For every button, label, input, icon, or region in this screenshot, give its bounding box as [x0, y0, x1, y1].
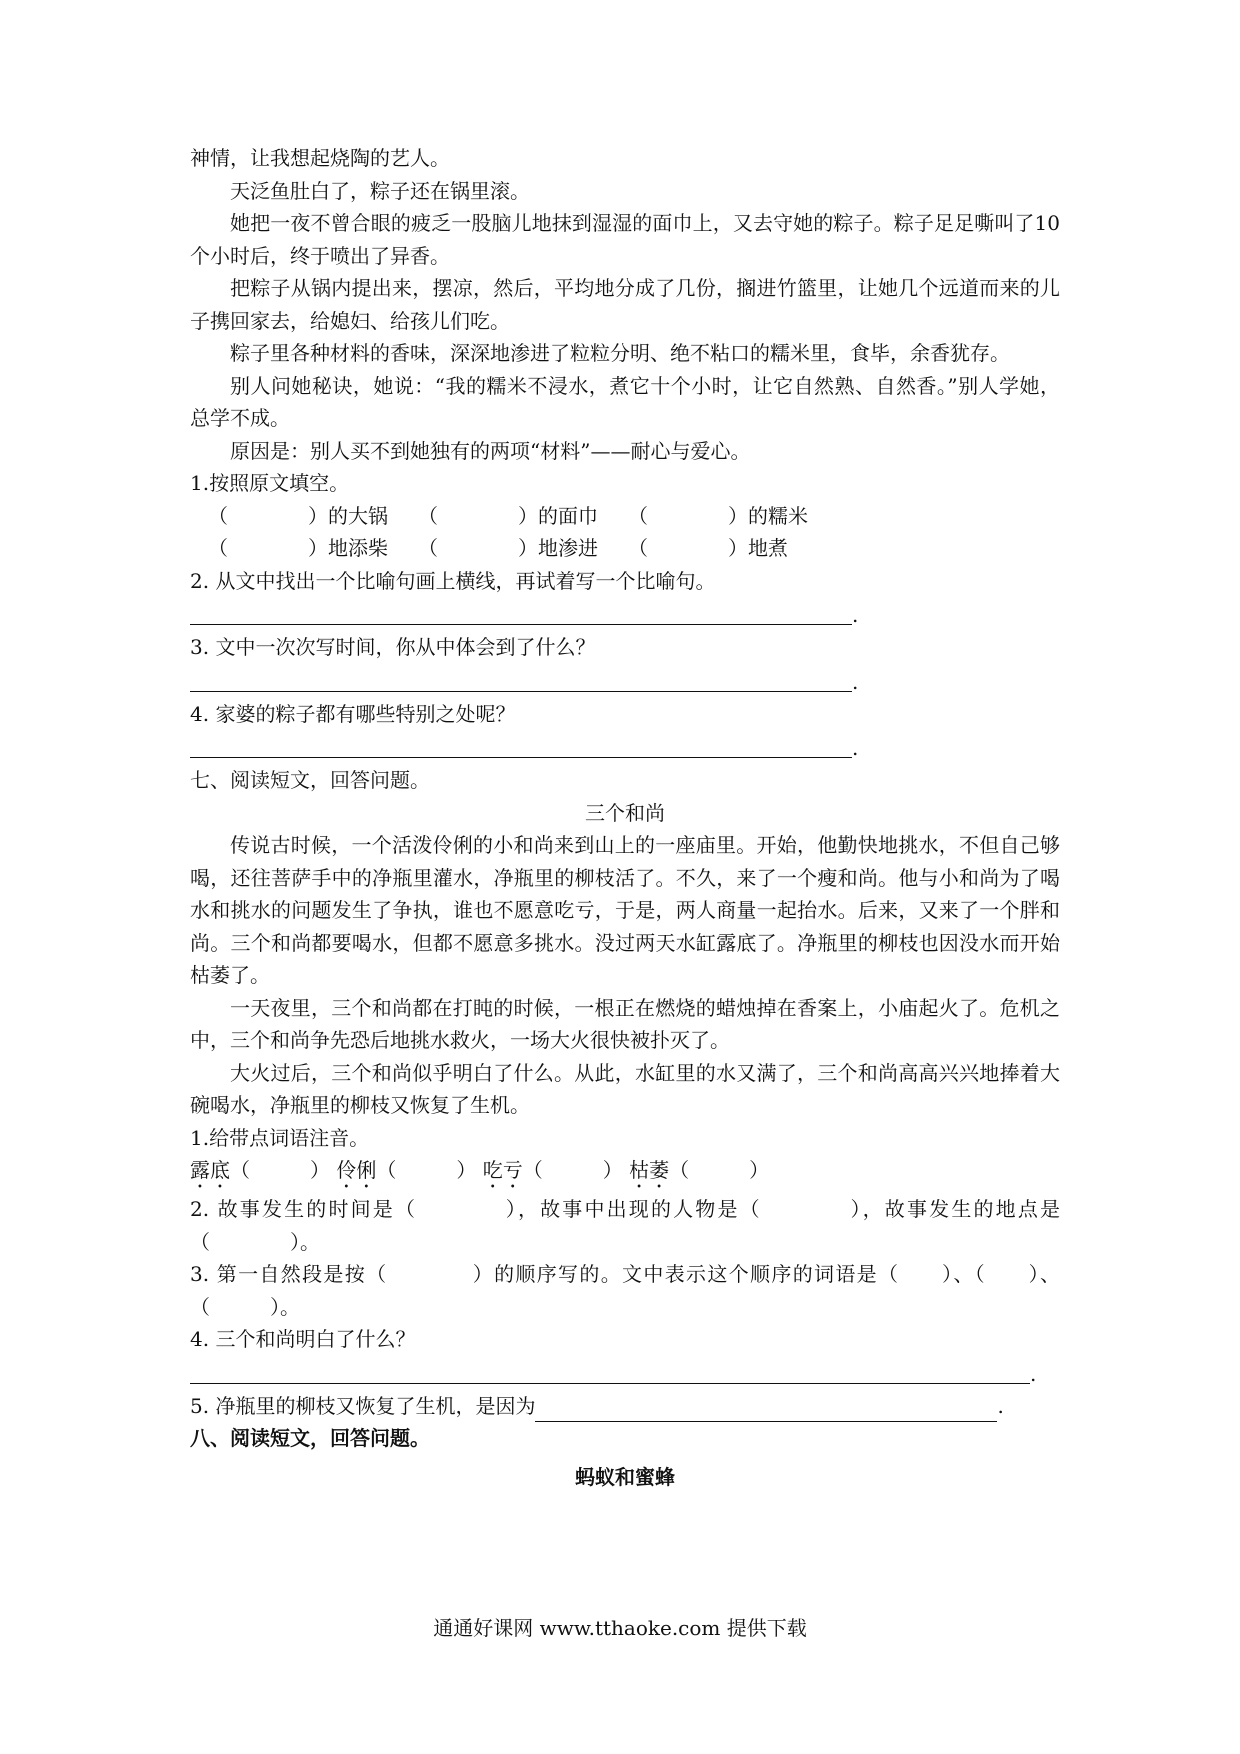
answer-line[interactable]: [535, 1399, 997, 1422]
question-2: 2. 故事发生的时间是（ ），故事中出现的人物是（ ），故事发生的地点是（ ）。: [190, 1197, 1060, 1254]
answer-line[interactable]: .: [190, 730, 1060, 764]
question-3: 3. 第一自然段是按（ ）的顺序写的。文中表示这个顺序的词语是（ ）、（ ）、（ ）。: [190, 1262, 1060, 1319]
section-8-heading: 八、阅读短文，回答问题。: [190, 1426, 430, 1450]
passage-line: 原因是：别人买不到她独有的两项“材料”——耐心与爱心。: [230, 438, 751, 463]
passage-paragraph: 别人问她秘诀，她说：“我的糯米不浸水，煮它十个小时，让它自然熟、自然香。”别人学她，总学不成。: [190, 373, 1060, 430]
page-footer: 通通好课网 www.tthaoke.com 提供下载: [433, 1616, 807, 1640]
question-5: 5. 净瓶里的柳枝又恢复了生机，是因为 .: [190, 1390, 1060, 1423]
question-2: 2. 从文中找出一个比喻句画上横线，再试着写一个比喻句。: [190, 568, 716, 593]
story-paragraph: 大火过后，三个和尚似乎明白了什么。从此，水缸里的水又满了，三个和尚高高兴兴地捧着大碗喝水，净瓶里的柳枝又恢复了生机。: [190, 1060, 1060, 1117]
answer-line[interactable]: .: [190, 597, 1060, 631]
passage-line: 天泛鱼肚白了，粽子还在锅里滚。: [230, 178, 530, 203]
section-7-heading: 七、阅读短文，回答问题。: [190, 768, 430, 792]
document-content: [190, 142, 1060, 1493]
question-4: 4. 三个和尚明白了什么？: [190, 1327, 416, 1351]
question-4: 4. 家婆的粽子都有哪些特别之处呢？: [190, 701, 516, 726]
fill-blank-row-2: （ ）地添柴 （ ）地渗进 （ ）地煮: [208, 536, 788, 560]
story-title: 蚂蚁和蜜蜂: [575, 1464, 675, 1489]
passage-paragraph: 把粽子从锅内提出来，摆凉，然后，平均地分成了几份，搁进竹篮里，让她几个远道而来的儿子携回家去，给媳妇、给孩儿们吃。: [190, 276, 1060, 333]
question-1: 1.给带点词语注音。: [190, 1125, 370, 1150]
dotted-word: 吃亏: [482, 1158, 523, 1182]
answer-line[interactable]: .: [190, 664, 1060, 698]
question-3: 3. 文中一次次写时间，你从中体会到了什么？: [190, 635, 596, 659]
dotted-word: 伶俐: [336, 1158, 377, 1182]
dotted-word: 露底: [190, 1158, 230, 1182]
passage-line: 神情，让我想起烧陶的艺人。: [190, 146, 450, 170]
passage-paragraph: 她把一夜不曾合眼的疲乏一股脑儿地抹到湿湿的面巾上，又去守她的粽子。粽子足足嘶叫了10个小时后，终于喷出了异香。: [190, 211, 1060, 268]
fill-blank-row-1: （ ）的大锅 （ ）的面巾 （ ）的糯米: [208, 503, 808, 528]
question-1: 1.按照原文填空。: [190, 471, 350, 495]
dotted-word: 枯萎: [629, 1158, 670, 1182]
story-paragraph: 传说古时候，一个活泼伶俐的小和尚来到山上的一座庙里。开始，他勤快地挑水，不但自己够喝，还往菩萨手中的净瓶里灌水，净瓶里的柳枝活了。不久，来了一个瘦和尚。他与小和尚为了喝水和挑水的问题发生了争执，谁也不愿意吃亏，于是，两人商量一起抬水。后来，又来了一个胖和尚。三个和尚都要喝水，但都不愿意多挑水。没过两天水缸露底了。净瓶里的柳枝也因没水而开始枯萎了。: [190, 833, 1060, 987]
story-title: 三个和尚: [585, 800, 665, 825]
answer-line[interactable]: .: [190, 1356, 1060, 1390]
phonetic-row: 露底（ ） 伶俐（ ） 吃亏（ ） 枯萎（ ）: [190, 1158, 770, 1182]
passage-line: 粽子里各种材料的香味，深深地渗进了粒粒分明、绝不粘口的糯米里，食毕，余香犹存。: [230, 341, 1010, 365]
story-paragraph: 一天夜里，三个和尚都在打盹的时候，一根正在燃烧的蜡烛掉在香案上，小庙起火了。危机之中，三个和尚争先恐后地挑水救火，一场大火很快被扑灭了。: [190, 995, 1060, 1052]
